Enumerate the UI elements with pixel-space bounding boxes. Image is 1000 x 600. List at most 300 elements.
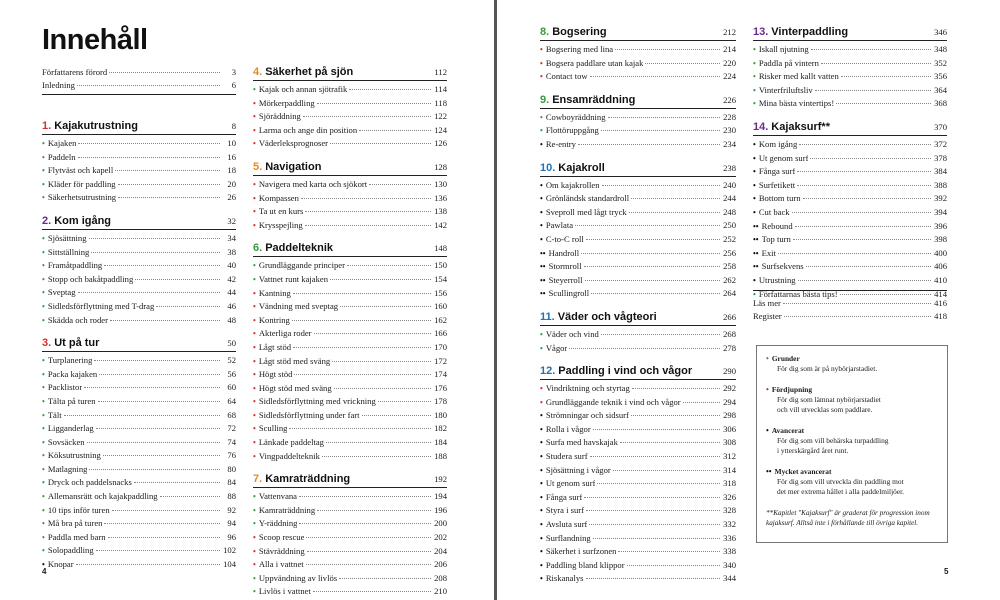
level-bullet: • [253,179,256,189]
toc-entry[interactable] [540,409,736,423]
entry-page: 388 [934,179,947,190]
level-bullet: • [540,384,543,394]
level-bullet: • [42,247,45,257]
dot-leader [359,130,431,131]
toc-entry[interactable] [42,137,236,151]
level-bullet: • [540,479,543,489]
toc-entry[interactable] [253,436,447,450]
entry-page: 392 [934,193,947,204]
toc-entry[interactable] [42,151,236,165]
toc-entry[interactable] [253,287,447,301]
level-bullet: • [253,98,256,108]
entry-title: Livlös i vattnet [258,586,311,597]
chapter-heading[interactable] [540,310,736,326]
toc-entry[interactable] [753,310,947,323]
toc-entry[interactable] [540,138,736,152]
entry-page: 136 [434,192,447,203]
dot-leader [293,293,431,294]
level-bullet: • [540,58,543,68]
toc-entry[interactable] [253,422,447,436]
legend-description: i ytterskärgård året runt. [777,446,849,455]
entry-page: 214 [723,44,736,54]
legend-level-name: Grunder [771,354,800,363]
toc-entry[interactable] [753,179,947,193]
toc-entry[interactable] [540,179,736,193]
entry-title: Matlagning [47,463,88,474]
toc-entry[interactable] [42,436,236,450]
level-bullet: • [42,383,45,393]
toc-column-4 [753,25,947,301]
entry-title: Paddla på vintern [758,57,819,68]
toc-entry[interactable] [540,504,736,518]
entry-page: 114 [434,84,447,94]
dot-leader [292,320,431,321]
entry-page: 84 [227,477,236,488]
chapter-heading[interactable] [540,364,736,380]
legend-level-title [766,426,938,436]
toc-entry[interactable] [253,97,447,111]
chapter-entries [540,179,736,301]
toc-entry[interactable] [42,300,236,314]
dot-leader [569,348,720,349]
toc-entry[interactable] [42,504,236,518]
toc-entry[interactable] [540,518,736,532]
toc-entry[interactable] [253,585,447,599]
level-bullet: • [253,424,256,434]
toc-entry[interactable] [42,354,236,368]
level-bullet: • [753,139,756,149]
level-bullet: • [540,492,543,502]
level-bullet: •• [766,467,772,476]
entry-title: Må bra på turen [47,518,103,529]
toc-entry[interactable] [540,396,736,410]
dot-leader [299,523,431,524]
chapter-number: 2. [42,214,52,227]
dot-leader [590,76,720,77]
chapter-heading[interactable] [253,65,447,81]
entry-page: 102 [223,545,236,556]
toc-entry[interactable] [753,274,947,288]
level-bullet: • [753,153,756,163]
chapter-page: 192 [434,474,447,485]
dot-leader [99,374,220,375]
toc-entry[interactable] [753,192,947,206]
chapter-heading[interactable] [42,336,236,352]
toc-entry[interactable] [42,463,236,477]
toc-entry[interactable] [540,70,736,84]
entry-page: 170 [434,341,447,352]
toc-entry[interactable] [753,297,947,310]
toc-entry[interactable] [253,545,447,559]
legend-note: **Kapitlet "Kajaksurf" är graderat för progression inom kajaksurf. Alltså inte i förhållande till övriga kapitel. [766,509,930,527]
toc-entry[interactable] [753,233,947,247]
entry-title: Tälta på turen [47,395,96,406]
toc-entry[interactable] [540,260,736,274]
chapter-page: 8 [231,121,236,131]
entry-page: 278 [723,342,736,353]
chapter-heading[interactable] [540,161,736,177]
entry-page: 156 [434,287,447,298]
toc-entry[interactable] [540,247,736,261]
toc-entry[interactable] [42,558,236,572]
toc-entry[interactable] [253,219,447,233]
toc-entry[interactable] [540,423,736,437]
entry-title: Surflandning [545,532,591,543]
level-bullet: • [540,424,543,434]
dot-leader [613,470,720,471]
chapter-number: 9. [540,93,550,106]
toc-entry[interactable] [753,206,947,220]
chapter-heading[interactable] [540,25,736,41]
toc-entry[interactable] [540,274,736,288]
extras-list [753,290,947,322]
entry-title: Paddeln [47,151,76,162]
toc-entry[interactable] [540,464,736,478]
entry-page: 418 [934,310,947,321]
level-bullet: • [253,492,256,502]
toc-entry[interactable] [753,97,947,111]
dot-leader [784,316,931,317]
dot-leader [631,198,720,199]
toc-entry[interactable] [253,124,447,138]
toc-entry[interactable] [253,259,447,273]
level-bullet: • [540,574,543,584]
entry-page: 6 [231,79,236,90]
toc-entry[interactable] [540,206,736,220]
toc-entry[interactable] [42,381,236,395]
page-title: Innehåll [42,24,148,56]
level-bullet: • [253,288,256,298]
toc-entry[interactable] [253,572,447,586]
entry-page: 230 [723,125,736,136]
toc-entry[interactable] [42,286,236,300]
level-bullet: • [253,370,256,380]
toc-entry[interactable] [753,165,947,179]
toc-entry[interactable] [540,532,736,546]
dot-leader [301,198,431,199]
toc-entry[interactable] [42,259,236,273]
toc-entry[interactable] [753,84,947,98]
level-bullet: • [42,166,45,176]
entry-page: 44 [227,287,236,298]
dot-leader [77,85,220,86]
entry-title: Packa kajaken [47,368,98,379]
level-bullet: • [42,356,45,366]
toc-entry[interactable] [540,43,736,57]
level-bullet: • [42,315,45,325]
toc-entry[interactable] [540,342,736,356]
entry-title: Skädda och roder [47,314,108,325]
toc-entry[interactable] [253,355,447,369]
toc-entry[interactable] [540,57,736,71]
level-bullet: • [540,438,543,448]
entry-title: Vågor [545,342,568,353]
entry-page: 200 [434,518,447,529]
dot-leader [96,550,220,551]
entry-page: 34 [227,232,236,243]
dot-leader [586,239,720,240]
entry-title: Stävräddning [258,545,305,556]
chapter-heading[interactable] [253,472,447,488]
toc-entry[interactable] [540,219,736,233]
level-bullet: • [766,385,769,394]
entry-page: 38 [227,246,236,257]
toc-entry[interactable] [253,382,447,396]
toc-entry[interactable] [753,138,947,152]
chapter-title: Paddling i vind och vågor [558,365,693,378]
toc-entry[interactable] [253,409,447,423]
entry-title: Vinterfriluftsliv [758,84,813,95]
level-bullet: •• [753,262,759,272]
toc-entry[interactable] [540,287,736,301]
entry-page: 64 [227,395,236,406]
dot-leader [78,143,220,144]
dot-leader [615,49,720,50]
entry-page: 364 [934,84,947,95]
toc-entry[interactable] [42,490,236,504]
toc-entry[interactable] [540,572,736,586]
toc-entry[interactable] [753,260,947,274]
entry-page: 60 [227,382,236,393]
toc-entry[interactable] [753,220,947,234]
level-bullet: • [42,369,45,379]
chapter-title: Ensamräddning [552,93,636,106]
dot-leader [334,388,431,389]
level-bullet: • [540,343,543,353]
entry-title: Solopaddling [47,545,94,556]
toc-entry[interactable] [753,152,947,166]
toc-entry[interactable] [540,328,736,342]
entry-page: 244 [723,193,736,204]
chapter-heading[interactable] [42,119,236,135]
entry-title: Länkade paddeltag [258,437,324,448]
entry-page: 42 [227,273,236,284]
dot-leader [806,266,931,267]
toc-entry[interactable] [42,232,236,246]
entry-page: 160 [434,301,447,312]
dot-leader [586,510,720,511]
entry-title: Inledning [42,79,75,90]
dot-leader [317,510,431,511]
toc-entry[interactable] [540,545,736,559]
level-bullet: • [253,505,256,515]
toc-entry[interactable] [42,449,236,463]
toc-entry[interactable] [42,368,236,382]
entry-page: 126 [434,138,447,149]
chapter-entries [540,43,736,84]
dot-leader [793,239,931,240]
dot-leader [89,469,220,470]
toc-entry[interactable] [540,382,736,396]
toc-entry[interactable] [253,490,447,504]
toc-entry[interactable] [253,531,447,545]
chapter-title: Navigation [265,160,322,173]
level-bullet: • [253,125,256,135]
chapter-heading[interactable] [42,214,236,230]
entry-title: Lågt stöd med sväng [258,355,331,366]
dot-leader [841,76,931,77]
toc-entry[interactable] [253,517,447,531]
level-bullet: • [42,532,45,542]
toc-entry[interactable] [42,409,236,423]
toc-entry[interactable] [540,233,736,247]
toc-entry[interactable] [253,395,447,409]
entry-title: Sjöräddning [258,111,301,122]
legend-level-name: Mycket avancerat [774,467,832,476]
level-bullet: • [253,342,256,352]
dot-leader [792,212,931,213]
toc-entry[interactable] [42,544,236,558]
dot-leader [349,89,431,90]
level-bullet: • [253,261,256,271]
toc-entry[interactable] [253,110,447,124]
toc-column-2 [253,65,447,599]
level-bullet: • [42,464,45,474]
toc-entry[interactable] [253,327,447,341]
chapter-heading[interactable] [253,160,447,176]
level-bullet: • [540,452,543,462]
dot-leader [810,158,931,159]
entry-page: 56 [227,368,236,379]
chapter-title: Kom igång [54,214,112,227]
entry-page: 308 [723,437,736,448]
toc-entry[interactable] [540,491,736,505]
toc-entry[interactable] [253,137,447,151]
toc-entry[interactable] [42,422,236,436]
toc-entry[interactable] [42,246,236,260]
level-bullet: •• [540,248,546,258]
toc-entry[interactable] [253,314,447,328]
entry-title: Vingpaddelteknik [258,450,320,461]
toc-entry[interactable] [42,66,236,79]
level-bullet: • [540,221,543,231]
level-bullet: • [540,234,543,244]
toc-entry[interactable] [253,558,447,572]
entry-page: 154 [434,273,447,284]
entry-page: 194 [434,491,447,502]
level-bullet: • [753,58,756,68]
entry-page: 142 [434,219,447,230]
dot-leader [778,253,931,254]
toc-entry[interactable] [540,436,736,450]
entry-title: Surfsekvens [761,261,804,272]
entry-title: Utrustning [758,274,796,285]
toc-entry[interactable] [253,205,447,219]
dot-leader [589,524,720,525]
entry-page: 52 [227,355,236,366]
entry-title: Sidledsförflyttning med vrickning [258,396,376,407]
toc-entry[interactable] [253,83,447,97]
toc-entry[interactable] [42,517,236,531]
entry-page: 92 [227,504,236,515]
chapter-page: 32 [227,215,236,226]
toc-entry[interactable] [540,124,736,138]
toc-entry[interactable] [753,70,947,84]
level-bullet: • [766,354,769,363]
level-bullet: • [753,167,756,177]
level-bullet: • [540,72,543,82]
toc-entry[interactable] [753,43,947,57]
entry-title: Ligganderlag [47,423,94,434]
toc-entry[interactable] [253,178,447,192]
legend-level-title [766,354,938,364]
chapter-page: 226 [723,94,736,105]
toc-entry[interactable] [253,341,447,355]
entry-page: 118 [434,97,447,108]
toc-entry[interactable] [253,504,447,518]
toc-entry[interactable] [540,192,736,206]
toc-entry[interactable] [42,191,236,205]
dot-leader [618,551,720,552]
level-bullet: • [540,139,543,149]
entry-title: Iskall njutning [758,44,809,54]
toc-entry[interactable] [42,273,236,287]
dot-leader [585,280,721,281]
chapter-heading[interactable] [253,241,447,257]
level-bullet: • [253,315,256,325]
dot-leader [293,347,431,348]
toc-entry[interactable] [42,476,236,490]
level-bullet: • [253,410,256,420]
level-bullet: • [753,99,756,109]
entry-page: 338 [723,546,736,557]
legend-item [766,385,938,415]
toc-entry[interactable] [253,368,447,382]
toc-entry[interactable] [42,395,236,409]
toc-entry[interactable] [540,111,736,125]
toc-entry[interactable] [253,192,447,206]
chapter-heading[interactable] [753,25,947,41]
dot-leader [601,130,720,131]
level-bullet: • [253,560,256,570]
toc-entry[interactable] [42,178,236,192]
dot-leader [631,415,720,416]
toc-entry[interactable] [42,531,236,545]
entry-title: Packlistor [47,382,83,393]
entry-page: 256 [723,247,736,258]
dot-leader [322,456,431,457]
chapter-heading[interactable] [753,120,947,136]
toc-entry[interactable] [253,300,447,314]
toc-entry[interactable] [42,314,236,328]
toc-entry[interactable] [540,559,736,573]
chapter-number: 8. [540,26,550,38]
toc-entry[interactable] [42,79,236,92]
dot-leader [378,401,431,402]
toc-entry[interactable] [253,450,447,464]
difficulty-legend [756,345,948,543]
toc-entry[interactable] [540,477,736,491]
dot-leader [798,280,931,281]
chapter-heading[interactable] [540,93,736,109]
entry-title: Vändning med sveptag [258,301,339,312]
entry-title: 10 tips inför turen [47,504,110,515]
entry-title: Säkerhet i surfzonen [545,546,617,557]
dot-leader [96,428,220,429]
toc-entry[interactable] [540,450,736,464]
entry-page: 208 [434,572,447,583]
dot-leader [645,63,720,64]
toc-entry[interactable] [753,57,947,71]
toc-entry[interactable] [42,164,236,178]
toc-entry[interactable] [753,247,947,261]
entry-title: Allemansrätt och kajakpaddling [47,491,158,502]
chapter-page: 266 [723,311,736,322]
toc-entry[interactable] [253,273,447,287]
entry-title: Ta ut en kurs [258,206,304,217]
entry-page: 228 [723,111,736,122]
chapter-page: 238 [723,162,736,173]
